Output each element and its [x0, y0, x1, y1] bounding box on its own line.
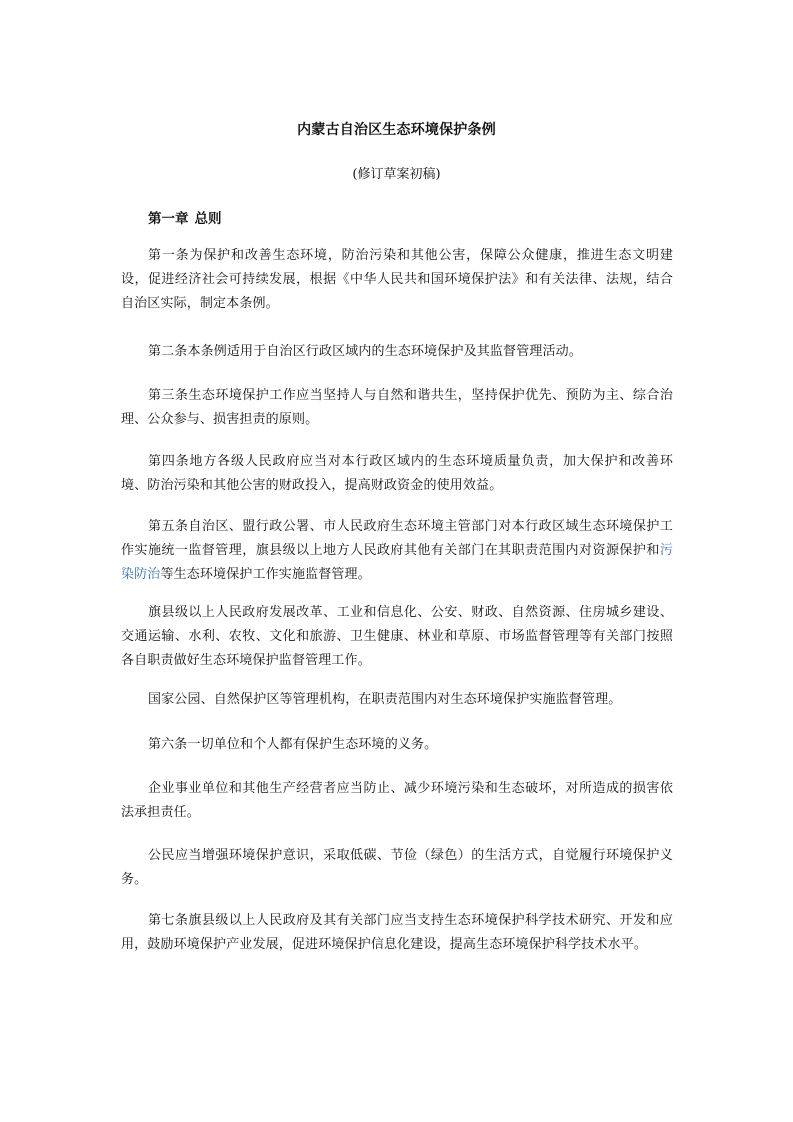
article-2-paragraph: 第二条本条例适用于自治区行政区域内的生态环境保护及其监督管理活动。: [148, 344, 582, 359]
article-5-paragraph: [121, 515, 673, 587]
article-5-text-before: 第五条自治区、盟行政公署、市人民政府生态环境主管部门对本行政区域生态环境保护工作实施统一监督管理，旗县级以上地方人民政府其他有关部门在其职责范围内对资源保护和: [121, 519, 673, 558]
article-7-paragraph: 第七条旗县级以上人民政府及其有关部门应当支持生态环境保护科学技术研究、开发和应用，鼓励环境保护产业发展，促进环境保护信息化建设，提高生态环境保护科学技术水平。: [121, 913, 673, 952]
citizens-paragraph: 公民应当增强环境保护意识，采取低碳、节俭（绿色）的生活方式，自觉履行环境保护义务。: [121, 848, 673, 887]
chapter-name: 总则: [194, 211, 222, 227]
departments-paragraph: 旗县级以上人民政府发展改革、工业和信息化、公安、财政、自然资源、住房城乡建设、交通运输、水利、农牧、文化和旅游、卫生健康、林业和草原、市场监督管理等有关部门按照各自职责做好生态环境保护监督管理工作。: [121, 605, 673, 668]
article-5-text-after: 等生态环境保护工作实施监督管理。: [160, 567, 371, 582]
document-subtitle: (修订草案初稿): [352, 167, 441, 182]
pollution-prevention-link[interactable]: 污染防治: [121, 543, 673, 582]
document-title: 内蒙古自治区生态环境保护条例: [297, 122, 496, 138]
chapter-heading: [148, 208, 222, 230]
national-parks-paragraph: 国家公园、自然保护区等管理机构，在职责范围内对生态环境保护实施监督管理。: [148, 692, 622, 707]
chapter-number: 第一章: [148, 211, 189, 227]
article-4-paragraph: 第四条地方各级人民政府应当对本行政区域内的生态环境质量负责，加大保护和改善环境、防治污染和其他公害的财政投入，提高财政资金的使用效益。: [121, 454, 673, 493]
enterprises-paragraph: 企业事业单位和其他生产经营者应当防止、减少环境污染和生态破坏，对所造成的损害依法承担责任。: [121, 781, 673, 820]
article-1-paragraph: 第一条为保护和改善生态环境，防治污染和其他公害，保障公众健康，推进生态文明建设，促进经济社会可持续发展，根据《中华人民共和国环境保护法》和有关法律、法规，结合自治区实际，制定本条例。: [121, 248, 673, 311]
article-6-paragraph: 第六条一切单位和个人都有保护生态环境的义务。: [148, 737, 438, 752]
article-3-paragraph: 第三条生态环境保护工作应当坚持人与自然和谐共生，坚持保护优先、预防为主、综合治理、公众参与、损害担责的原则。: [121, 388, 673, 427]
